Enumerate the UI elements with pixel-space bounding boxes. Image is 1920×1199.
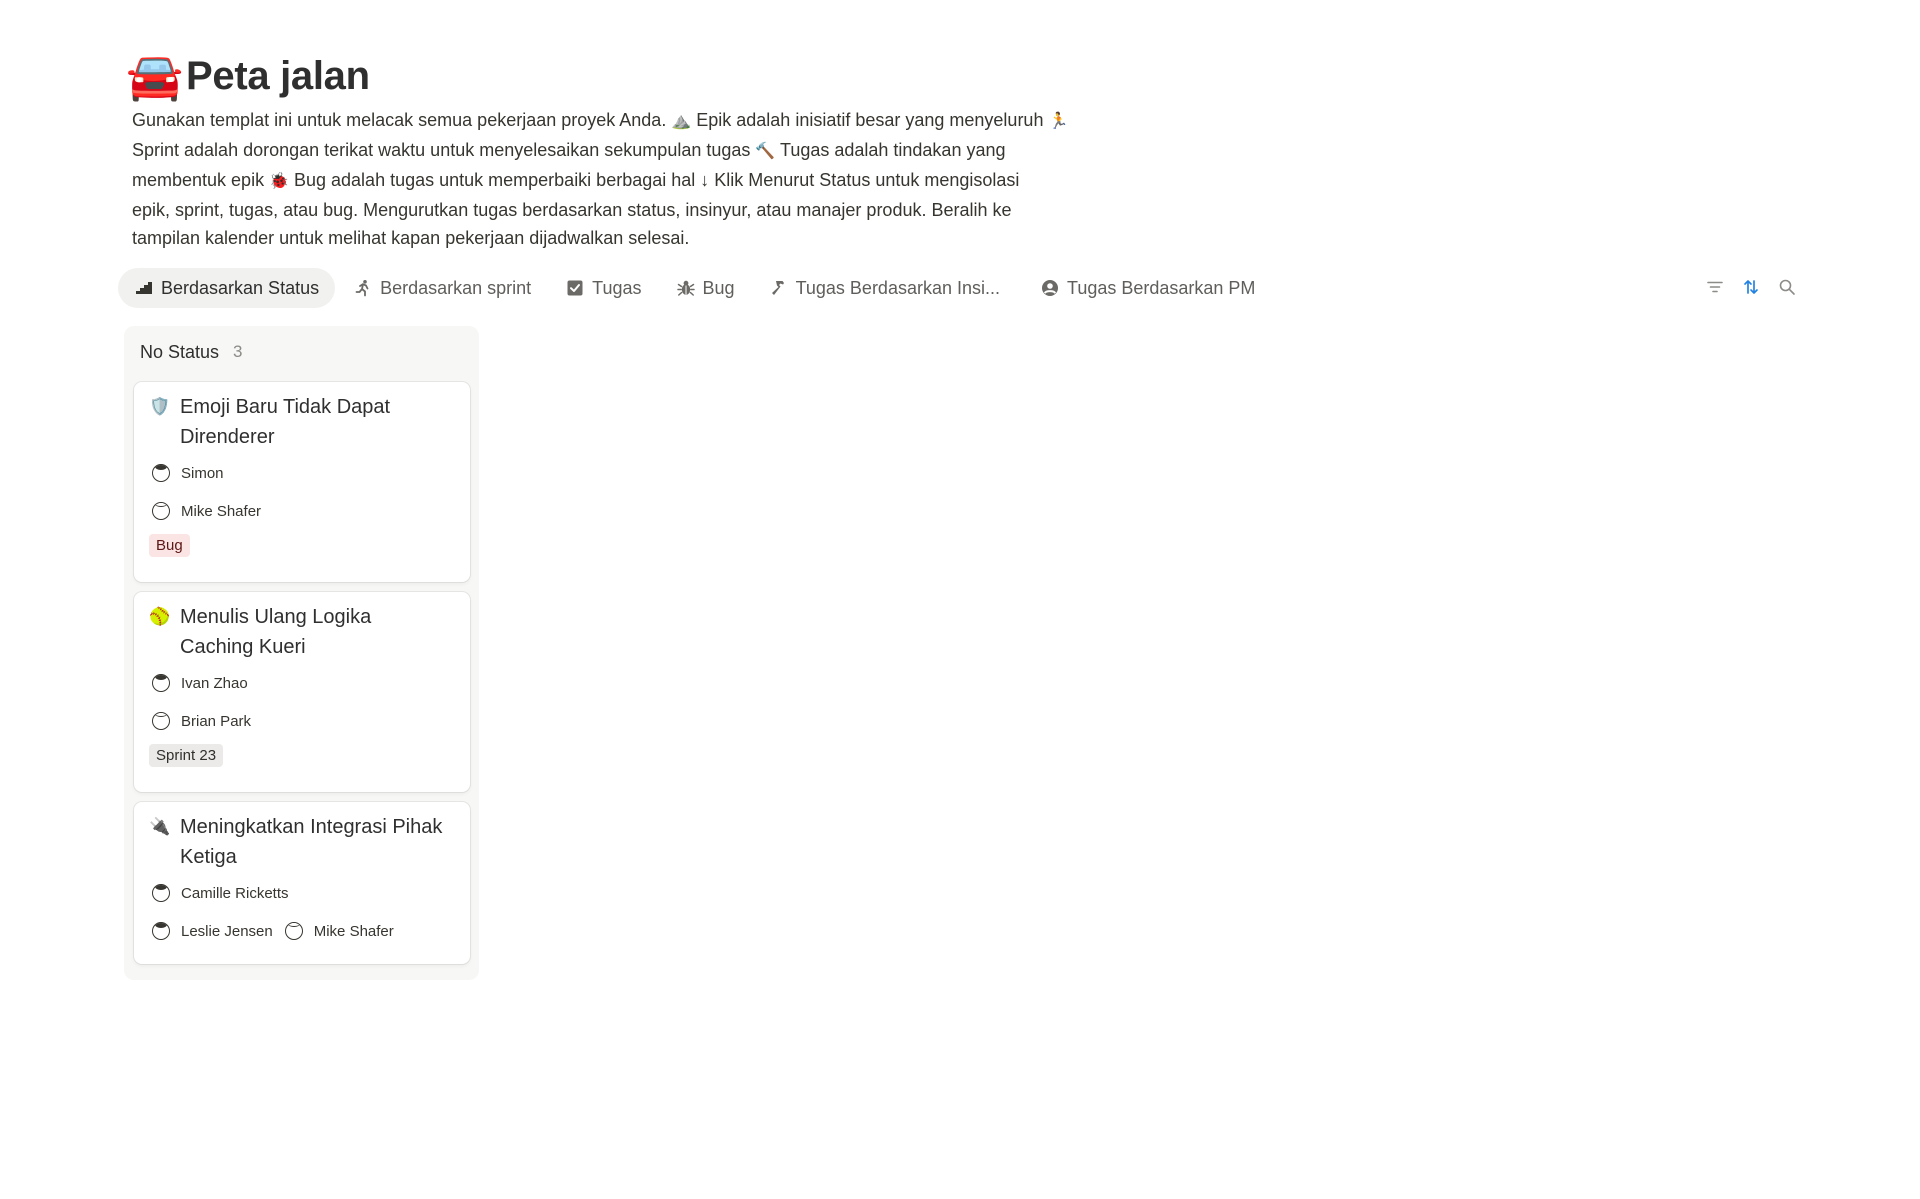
engineer-property: [152, 664, 470, 702]
tab-label: Berdasarkan Status: [161, 277, 320, 298]
tab-tasks[interactable]: [549, 268, 657, 308]
description-line: Sprint adalah dorongan terikat waktu untuk menyelesaikan sekumpulan tugas 🔨 Tugas adalah tindakan yang: [132, 140, 1006, 160]
person-chip: Camille Ricketts: [152, 884, 289, 902]
column-title[interactable]: No Status: [140, 341, 220, 362]
person-chip: Brian Park: [152, 712, 251, 730]
shield-icon: 🛡️: [149, 397, 171, 416]
view-toolbar: [1704, 276, 1798, 298]
sprint-tag: Sprint 23: [149, 744, 223, 767]
tab-tasks-by-engineer[interactable]: [753, 268, 1016, 308]
description-line: tampilan kalender untuk melihat kapan pekerjaan dijadwalkan selesai.: [132, 228, 690, 248]
tab-label: Berdasarkan sprint: [380, 277, 532, 298]
engineer-property: [152, 454, 470, 492]
card-title: Meningkatkan Integrasi Pihak Ketiga: [180, 816, 443, 868]
tab-label: Tugas Berdasarkan Insi...: [795, 277, 1000, 298]
board-card[interactable]: [134, 802, 470, 964]
card-title-row: [148, 812, 456, 872]
tab-bugs[interactable]: [660, 268, 751, 308]
type-tag: Bug: [149, 534, 190, 557]
sort-icon[interactable]: [1740, 276, 1762, 298]
person-chip: Mike Shafer: [152, 502, 261, 520]
view-tabs: [118, 268, 1273, 308]
avatar: [152, 712, 170, 730]
avatar: [285, 922, 303, 940]
person-chip: Simon: [152, 464, 224, 482]
hammer-icon: [769, 278, 789, 298]
page-description: [132, 106, 1136, 252]
card-title-row: [148, 392, 456, 452]
page-title[interactable]: Peta jalan: [186, 54, 370, 98]
person-chip: Ivan Zhao: [152, 674, 248, 692]
runner-icon: [353, 278, 373, 298]
plug-icon: 🔌: [149, 817, 171, 836]
tab-by-status[interactable]: [118, 268, 335, 308]
bug-icon: [676, 278, 696, 298]
tab-by-sprint[interactable]: [337, 268, 547, 308]
avatar: [152, 674, 170, 692]
board-card[interactable]: [134, 382, 470, 582]
tab-tasks-by-pm[interactable]: [1024, 268, 1271, 308]
column-header: [140, 338, 479, 366]
description-line: membentuk epik 🐞 Bug adalah tugas untuk memperbaiki berbagai hal ↓ Klik Menurut Status untuk mengisolasi: [132, 170, 1020, 190]
mountain-icon: ⛰️: [671, 113, 692, 130]
board-card[interactable]: [134, 592, 470, 792]
tab-label: Tugas: [592, 277, 642, 298]
runner-icon: 🏃: [1048, 113, 1069, 130]
ball-icon: 🥎: [149, 607, 171, 626]
avatar: [152, 922, 170, 940]
description-line: epik, sprint, tugas, atau bug. Mengurutkan tugas berdasarkan status, insinyur, atau manajer produk. Beralih ke: [132, 200, 1012, 220]
card-title-row: [148, 602, 456, 662]
checkbox-icon: [565, 278, 585, 298]
description-line: Gunakan templat ini untuk melacak semua pekerjaan proyek Anda. ⛰️ Epik adalah inisiatif besar yang menyeluruh 🏃: [132, 110, 1069, 130]
avatar: [152, 884, 170, 902]
avatar: [152, 502, 170, 520]
person-chip: Leslie Jensen: [152, 922, 273, 940]
card-title: Menulis Ulang Logika Caching Kueri: [180, 606, 372, 658]
ladybug-icon: 🐞: [269, 173, 289, 190]
pm-property: [152, 492, 470, 530]
pm-property: [152, 702, 470, 740]
engineer-property: [152, 874, 470, 912]
person-chip: Mike Shafer: [285, 922, 394, 940]
person-circle-icon: [1040, 278, 1060, 298]
filter-icon[interactable]: [1704, 276, 1726, 298]
page-icon[interactable]: 🚘: [126, 50, 184, 102]
card-title: Emoji Baru Tidak Dapat Direnderer: [180, 396, 391, 448]
pm-property: [152, 912, 470, 950]
hammer-icon: 🔨: [755, 143, 776, 160]
board-column-no-status: [124, 326, 479, 980]
avatar: [152, 464, 170, 482]
page-header: [126, 48, 1136, 252]
title-row: [126, 48, 1136, 104]
tab-label: Tugas Berdasarkan PM: [1067, 277, 1256, 298]
tab-label: Bug: [702, 277, 735, 298]
column-count: 3: [233, 342, 243, 361]
search-icon[interactable]: [1776, 276, 1798, 298]
stairs-icon: [134, 278, 154, 298]
